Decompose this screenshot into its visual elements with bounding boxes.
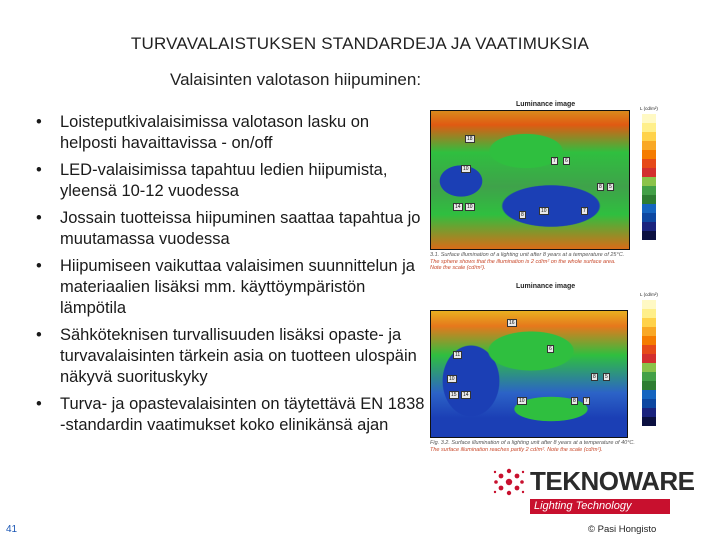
bullet-text: LED-valaisimissa tapahtuu ledien hiipumista, yleensä 10-12 vuodessa [60, 161, 388, 200]
luminance-tag: 7 [585, 398, 588, 404]
luminance-tag: 6 [565, 158, 568, 164]
slide-title: TURVAVALAISTUKSEN STANDARDEJA JA VAATIMUKSIA [130, 34, 590, 53]
teknoware-logo-icon [492, 466, 526, 498]
bullet-icon: • [36, 209, 42, 227]
luminance-tag: 14 [455, 204, 461, 210]
bullet-text: Loisteputkivalaisimissa valotason lasku on helposti havaittavissa - on/off [60, 113, 370, 152]
luminance-tag: 18 [467, 136, 473, 142]
bullet-item [36, 112, 428, 154]
luminance-tag: 7 [553, 158, 556, 164]
luminance-tag: 6 [549, 346, 552, 352]
bullet-item [36, 256, 428, 319]
bullet-text: Sähköteknisen turvallisuuden lisäksi opaste- ja turvavalaisinten tärkein asia on tuotteen ulospäin näkyvä suorituskyky [60, 326, 417, 386]
luminance-figure-1 [428, 100, 668, 280]
luminance-tag: 8 [521, 212, 524, 218]
bullet-icon: • [36, 257, 42, 275]
luminance-heatmap [430, 310, 628, 438]
luminance-tag: 16 [509, 320, 515, 326]
bullet-item [36, 325, 428, 388]
luminance-tag: 10 [467, 204, 473, 210]
bullet-item [36, 208, 428, 250]
luminance-scale [642, 114, 656, 240]
figure-caption [430, 440, 640, 453]
luminance-heatmap [430, 110, 630, 250]
caption-line: The sphere shows that the illumination is 2 cd/m² on the whole surface area. [430, 258, 616, 265]
luminance-tag: 10 [449, 376, 455, 382]
luminance-tag: 10 [541, 208, 547, 214]
brand-tagline: Lighting Technology [530, 499, 670, 514]
luminance-tag: 8 [599, 184, 602, 190]
scale-label: L (cd/m²) [640, 292, 658, 297]
bullet-item [36, 160, 428, 202]
bullet-icon: • [36, 161, 42, 179]
author-credit: © Pasi Hongisto [588, 524, 657, 535]
caption-line: The surface illumination reaches partly 2 cd/m². Note the scale (cd/m²). [430, 446, 603, 453]
brand-name: TEKNOWARE [530, 466, 695, 496]
caption-line: Note the scale (cd/m²). [430, 265, 486, 271]
luminance-tag: 7 [583, 208, 586, 214]
luminance-tag: 5 [609, 184, 612, 190]
luminance-tag: 8 [593, 374, 596, 380]
luminance-title: Luminance image [516, 101, 576, 108]
bullet-icon: • [36, 395, 42, 413]
bullet-text: Hiipumiseen vaikuttaa valaisimen suunnittelun ja materiaalien lisäksi mm. käyttöympäristön lämpötila [60, 257, 415, 317]
bullet-item [36, 394, 428, 436]
luminance-tag: 14 [463, 392, 469, 398]
bullet-icon: • [36, 326, 42, 344]
page-number: 41 [6, 524, 18, 535]
caption-line: Fig. 3.2. Surface illumination of a lighting unit after 8 years at a temperature of 40°C. [430, 440, 635, 446]
bullet-list [36, 112, 428, 442]
luminance-scale [642, 300, 656, 426]
luminance-tag: 10 [519, 398, 525, 404]
luminance-tag: 11 [455, 352, 461, 358]
luminance-tag: 5 [605, 374, 608, 380]
luminance-title: Luminance image [516, 283, 576, 290]
luminance-tag: 8 [573, 398, 576, 404]
slide-subtitle: Valaisinten valotason hiipuminen: [170, 70, 422, 89]
luminance-tag: 10 [463, 166, 469, 172]
caption-line: 3.1. Surface illumination of a lighting unit after 8 years at a temperature of 25°C. [430, 252, 625, 258]
scale-label: L (cd/m²) [640, 106, 658, 111]
bullet-icon: • [36, 113, 42, 131]
bullet-text: Turva- ja opastevalaisinten on täytettävä EN 1838 -standardin vaatimukset koko elinikänsä ajan [60, 395, 425, 434]
luminance-tag: 15 [451, 392, 457, 398]
luminance-figure-2 [428, 282, 668, 458]
figure-caption [430, 252, 640, 272]
bullet-text: Jossain tuotteissa hiipuminen saattaa tapahtua jo muutamassa vuodessa [60, 209, 421, 248]
